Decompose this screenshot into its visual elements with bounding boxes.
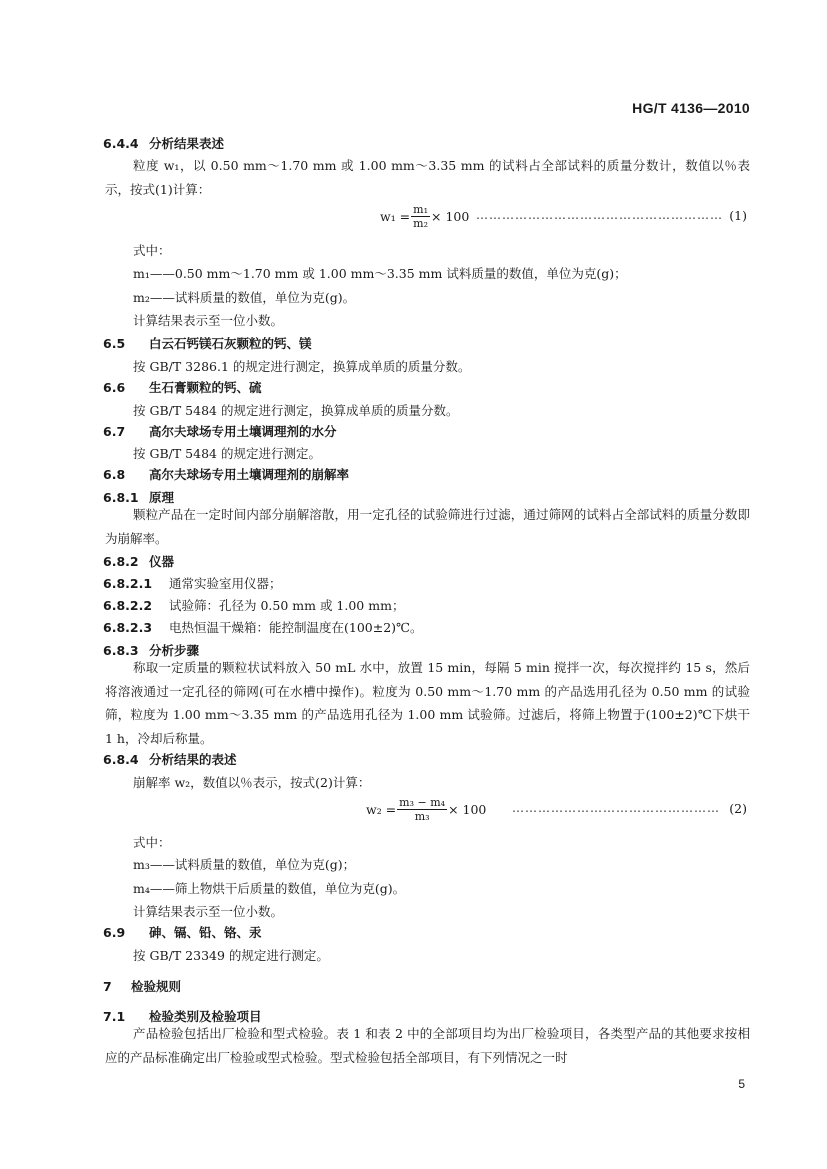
item-6-8-2-1 (103, 574, 282, 592)
heading-text: 检验类别及检验项目 (149, 1009, 262, 1024)
item-text: 试验筛：孔径为 0.50 mm 或 1.00 mm； (169, 598, 405, 613)
heading-number: 6.8.3 (103, 643, 139, 658)
item-number: 6.8.2.3 (103, 620, 153, 635)
variable-m3: m₃——试料质量的数值，单位为克(g)； (133, 857, 356, 872)
heading-text: 仪器 (149, 554, 175, 569)
where-label: 式中： (133, 243, 171, 258)
formula-numerator: m₁ (413, 203, 429, 216)
paragraph-inspection: 产品检验包括出厂检验和型式检验。表 1 和表 2 中的全部项目均为出厂检验项目，各类型产品的其他要求按相应的产品标准确定出厂检验或型式检验。型式检验包括全部项目，有下列情况之一时 (105, 1026, 750, 1065)
variable-m2: m₂——试料质量的数值，单位为克(g)。 (133, 290, 356, 305)
formula-number: (1) (729, 208, 747, 223)
heading-6-8-2 (103, 552, 174, 570)
heading-6-8 (103, 465, 349, 483)
heading-6-5 (103, 334, 312, 352)
item-text: 通常实验室用仪器； (169, 576, 282, 591)
text-6-5: 按 GB/T 3286.1 的规定进行测定，换算成单质的质量分数。 (133, 359, 471, 374)
heading-7 (103, 977, 181, 995)
result-precision: 计算结果表示至一位小数。 (133, 313, 284, 328)
heading-6-4-4 (103, 134, 224, 152)
heading-6-8-4 (103, 750, 237, 768)
variable-m4: m₄——筛上物烘干后质量的数值，单位为克(g)。 (133, 881, 406, 896)
formula-denominator: m₃ (414, 810, 430, 823)
item-6-8-2-2 (103, 596, 404, 614)
where-label: 式中： (133, 835, 171, 850)
text-6-9: 按 GB/T 23349 的规定进行测定。 (133, 948, 329, 963)
heading-number: 6.6 (103, 380, 126, 395)
formula-numerator: m₃ − m₄ (399, 796, 446, 809)
formula-number: (2) (729, 801, 747, 816)
formula-lhs: w₁ = (380, 209, 411, 224)
heading-text: 生石膏颗粒的钙、硫 (149, 380, 262, 395)
heading-text: 分析步骤 (149, 643, 200, 658)
formula-leader-dots: ………………………………………… (512, 801, 720, 815)
heading-number: 6.4.4 (103, 136, 139, 151)
heading-text: 砷、镉、铅、铬、汞 (149, 925, 262, 940)
heading-number: 6.5 (103, 336, 126, 351)
paragraph-procedure: 称取一定质量的颗粒状试料放入 50 mL 水中，放置 15 min，每隔 5 min 搅拌一次，每次搅拌约 15 s，然后将溶液通过一定孔径的筛网(可在水槽中操作)。粒度为 0.50 mm～1.70 mm 的产品选用孔径为 0.50 mm 的试验筛，粒度为 1.00 mm～3.35 mm 的产品选用孔径为 1.00 mm 试验筛。过滤后，将筛上物置于(100±2)℃下烘干 1 h，冷却后称量。 (105, 660, 750, 746)
standard-code: HG/T 4136—2010 (632, 100, 750, 116)
paragraph-disintegration: 崩解率 w₂，数值以％表示，按式(2)计算： (133, 775, 371, 790)
formula-rhs: × 100 (431, 209, 470, 224)
heading-number: 6.8 (103, 467, 126, 482)
heading-text: 高尔夫球场专用土壤调理剂的崩解率 (149, 467, 350, 482)
result-precision: 计算结果表示至一位小数。 (133, 904, 284, 919)
text-6-6: 按 GB/T 5484 的规定进行测定，换算成单质的质量分数。 (133, 403, 459, 418)
variable-m1: m₁——0.50 mm～1.70 mm 或 1.00 mm～3.35 mm 试料质量的数值，单位为克(g)； (133, 266, 627, 281)
heading-text: 高尔夫球场专用土壤调理剂的水分 (149, 424, 337, 439)
heading-number: 6.8.2 (103, 554, 139, 569)
page-number: 5 (738, 1077, 745, 1091)
heading-text: 分析结果表述 (149, 136, 225, 151)
item-text: 电热恒温干燥箱：能控制温度在(100±2)℃。 (169, 620, 423, 635)
heading-6-6 (103, 378, 262, 396)
item-6-8-2-3 (103, 618, 423, 636)
paragraph-granularity: 粒度 w₁，以 0.50 mm～1.70 mm 或 1.00 mm～3.35 mm 的试料占全部试料的质量分数计，数值以％表示，按式(1)计算： (105, 158, 750, 197)
heading-6-9 (103, 923, 262, 941)
heading-text: 白云石钙镁石灰颗粒的钙、镁 (149, 336, 312, 351)
formula-lhs: w₂ = (366, 802, 397, 817)
formula-rhs: × 100 (448, 802, 487, 817)
formula-2 (366, 796, 486, 823)
item-number: 6.8.2.2 (103, 598, 153, 613)
heading-number: 7.1 (103, 1009, 126, 1024)
heading-6-7 (103, 422, 337, 440)
formula-fraction (412, 203, 429, 230)
heading-text: 原理 (149, 490, 175, 505)
heading-text: 分析结果的表述 (149, 752, 237, 767)
item-number: 6.8.2.1 (103, 576, 153, 591)
formula-denominator: m₂ (413, 217, 429, 230)
formula-leader-dots: ………………………………………………… (476, 208, 723, 222)
heading-number: 7 (103, 979, 112, 994)
paragraph-principle: 颗粒产品在一定时间内部分崩解溶散，用一定孔径的试验筛进行过滤，通过筛网的试料占全部试料的质量分数即为崩解率。 (105, 507, 750, 546)
heading-number: 6.9 (103, 925, 126, 940)
heading-number: 6.8.4 (103, 752, 139, 767)
formula-1 (380, 203, 469, 230)
heading-number: 6.7 (103, 424, 126, 439)
heading-number: 6.8.1 (103, 490, 139, 505)
formula-fraction (398, 796, 446, 823)
text-6-7: 按 GB/T 5484 的规定进行测定。 (133, 446, 321, 461)
heading-text: 检验规则 (131, 979, 182, 994)
